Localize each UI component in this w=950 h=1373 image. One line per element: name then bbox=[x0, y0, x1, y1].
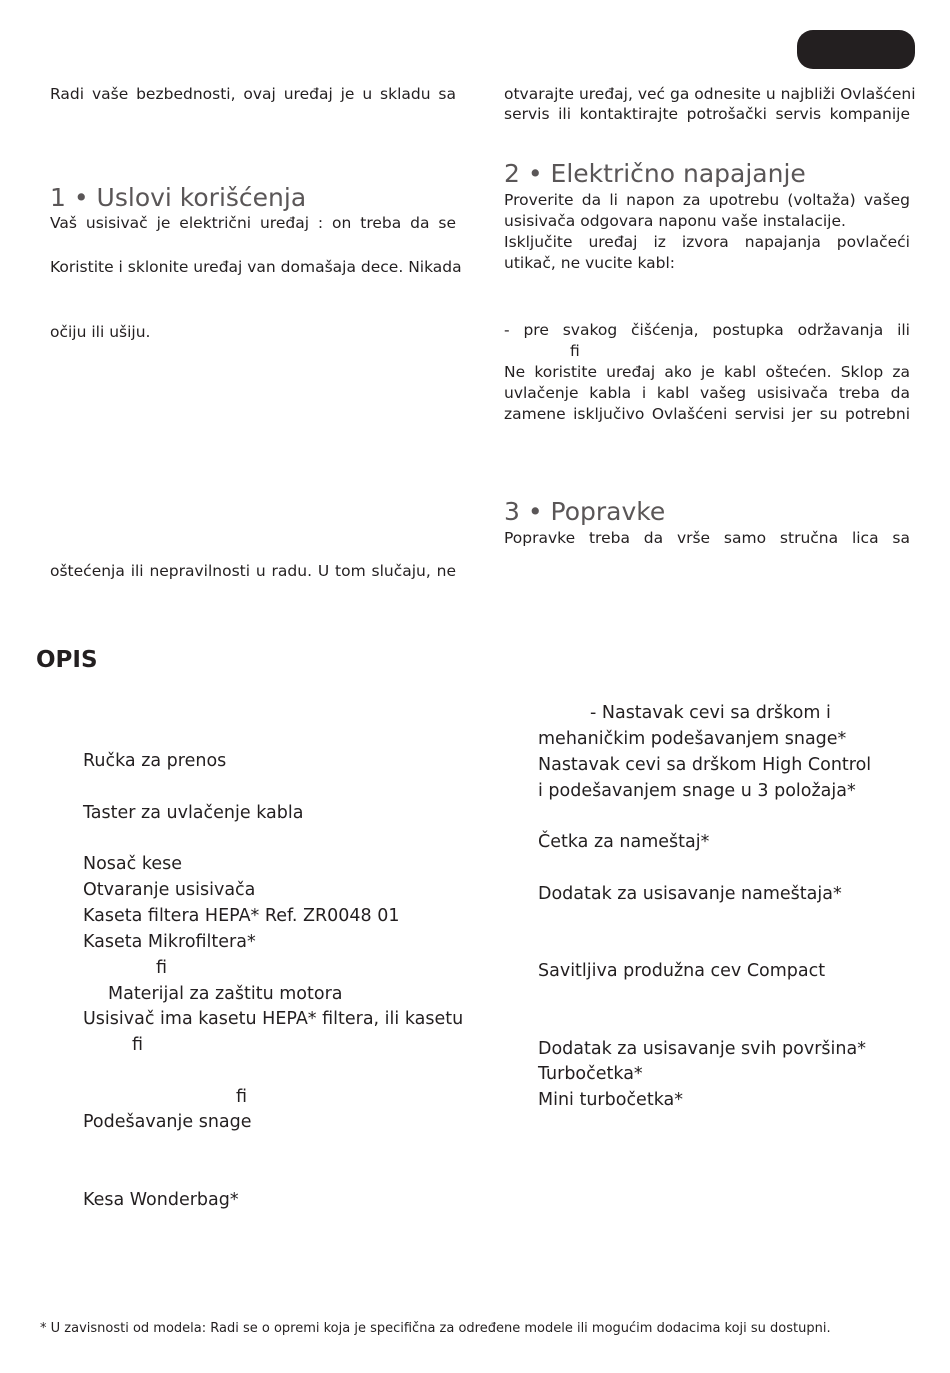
opis-right-item: mehaničkim podešavanjem snage* bbox=[538, 729, 847, 749]
section-1-line-3: očiju ili ušiju. bbox=[50, 323, 151, 341]
opis-left-item: Otvaranje usisivača bbox=[83, 880, 256, 900]
opis-left-item: ﬁ bbox=[236, 1087, 248, 1107]
opis-left-item: Taster za uvlačenje kabla bbox=[83, 803, 304, 823]
section-1-title: 1 • Uslovi korišćenja bbox=[50, 183, 307, 212]
opis-left-item: Nosač kese bbox=[83, 854, 182, 874]
opis-left-item: ﬁ bbox=[156, 958, 168, 978]
right-top-line-2: servis ili kontaktirajte potrošački servis kompanije bbox=[504, 105, 910, 123]
opis-title: OPIS bbox=[36, 647, 98, 673]
damage-line: oštećenja ili nepravilnosti u radu. U tom slučaju, ne bbox=[50, 562, 456, 580]
opis-right-item: Turbočetka* bbox=[538, 1064, 643, 1084]
opis-left-item: Kaseta ﬁltera HEPA* Ref. ZR0048 01 bbox=[83, 906, 400, 926]
section-1-line-2: Koristite i sklonite uređaj van domašaja dece. Nikada bbox=[50, 258, 462, 276]
opis-right-item: Savitljiva produžna cev Compact bbox=[538, 961, 826, 981]
opis-left-item: Kesa Wonderbag* bbox=[83, 1190, 239, 1210]
opis-left-item: Ručka za prenos bbox=[83, 751, 227, 771]
opis-left-item: ﬁ bbox=[132, 1035, 144, 1055]
opis-right-item: Četka za nameštaj* bbox=[538, 832, 710, 852]
section-2-line-8: uvlačenje kabla i kabl vašeg usisivača treba da bbox=[504, 384, 910, 402]
section-2-line-3: Isključite uređaj iz izvora napajanja povlačeći bbox=[504, 233, 910, 251]
section-2-line-2: usisivača odgovara naponu vaše instalacije. bbox=[504, 212, 846, 230]
opis-right-item: Mini turbočetka* bbox=[538, 1090, 683, 1110]
section-2-line-7: Ne koristite uređaj ako je kabl oštećen. Sklop za bbox=[504, 363, 910, 381]
section-2-line-1: Proverite da li napon za upotrebu (voltaža) vašeg bbox=[504, 191, 910, 209]
opis-right-item: Dodatak za usisavanje nameštaja* bbox=[538, 884, 842, 904]
language-tab bbox=[797, 30, 915, 69]
opis-right-item: Dodatak za usisavanje svih površina* bbox=[538, 1039, 866, 1059]
section-3-line-1: Popravke treba da vrše samo stručna lica sa bbox=[504, 529, 910, 547]
opis-left-item: Usisivač ima kasetu HEPA* ﬁltera, ili kasetu bbox=[83, 1009, 464, 1029]
opis-right-item: i podešavanjem snage u 3 položaja* bbox=[538, 781, 856, 801]
section-2-title: 2 • Električno napajanje bbox=[504, 159, 806, 188]
opis-left-item: Materijal za zaštitu motora bbox=[108, 984, 343, 1004]
opis-left-item: Kaseta Mikroﬁltera* bbox=[83, 932, 256, 952]
section-3-title: 3 • Popravke bbox=[504, 497, 666, 526]
section-1-line-1: Vaš usisivač je električni uređaj : on treba da se bbox=[50, 214, 456, 232]
section-2-line-9: zamene isključivo Ovlašćeni servisi jer su potrebni bbox=[504, 405, 910, 423]
right-top-line-1: otvarajte uređaj, već ga odnesite u najbliži Ovlašćeni bbox=[504, 85, 916, 103]
opis-right-item: - Nastavak cevi sa drškom i bbox=[590, 703, 831, 723]
section-2-line-5: - pre svakog čišćenja, postupka održavanja ili bbox=[504, 321, 910, 339]
section-2-line-4: utikač, ne vucite kabl: bbox=[504, 254, 676, 272]
footnote: * U zavisnosti od modela: Radi se o opremi koja je speciﬁčna za određene modele ili mogućim dodacima koji su dostupni. bbox=[40, 1321, 831, 1336]
opis-right-item: Nastavak cevi sa drškom High Control bbox=[538, 755, 872, 775]
safety-intro: Radi vaše bezbednosti, ovaj uređaj je u skladu sa bbox=[50, 85, 456, 103]
section-2-line-6: ﬁ bbox=[570, 342, 580, 360]
opis-left-item: Podešavanje snage bbox=[83, 1112, 252, 1132]
